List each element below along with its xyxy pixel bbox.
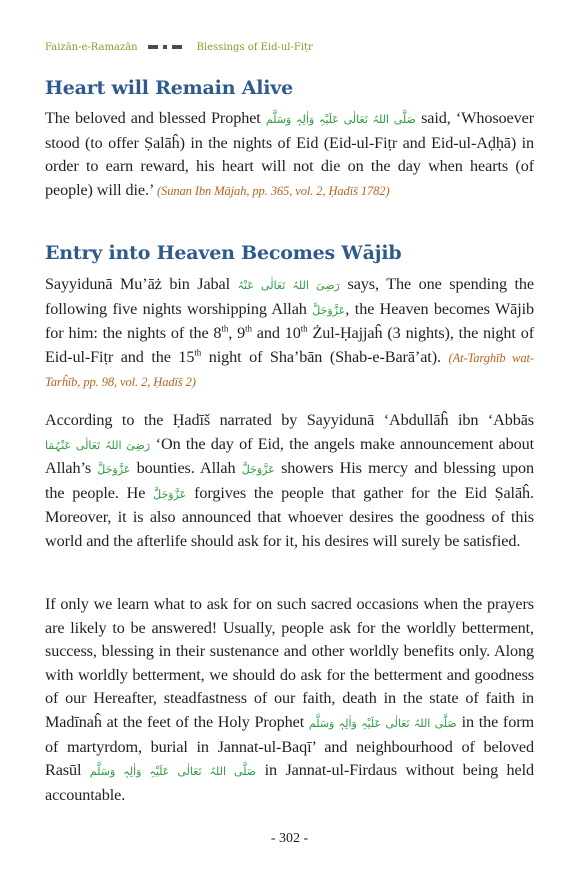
paragraph-what-to-ask: If only we learn what to ask for on such sacred occasions when the prayers are likely to be answered! Usually, people ask for the worldly betterment, success, blessing in their sustenance and other worldly benefits only. Along with worldly betterment, we should do ask for the betterment and goodness of our Hereafter, steadfastness of our faith, death in the state of faith in Madīnaĥ at the feet of the Holy Prophet صَلَّی اللہُ تَعَالٰی عَلَیْہِ وَاٰلِہٖ وَسَلَّم in the form of martyrdom, burial in Jannat-ul-Baqī’ and neighbourhood of beloved Rasūl صَلَّی اللہُ تَعَالٰی عَلَیْہِ وَاٰلِہٖ وَسَلَّم in Jannat-ul-Firdaus without being held accountable. <box>45 595 534 804</box>
hadith-reference: (Sunan Ibn Mājah, pp. 365, vol. 2, Ḥadīš 1782) <box>156 183 390 198</box>
arabic-honorific: عَزَّوَجَلَّ <box>312 303 346 317</box>
arabic-honorific: عَزَّوَجَلَّ <box>153 487 187 501</box>
section-heading-heart-alive: Heart will Remain Alive <box>45 77 294 99</box>
arabic-salutation: صَلَّی اللہُ تَعَالٰی عَلَیْہِ وَاٰلِہٖ وَسَلَّم <box>265 113 416 126</box>
arabic-salutation: صَلَّی اللہُ تَعَالٰی عَلَیْہِ وَاٰلِہٖ وَسَلَّم <box>308 716 457 730</box>
running-header <box>45 40 535 54</box>
hadith-reference: (At-Targhīb wat-Tarĥīb, pp. 98, vol. 2, Ḥadīš 2) <box>45 350 534 390</box>
header-chapter-title: Blessings of Eid-ul-Fiṭr <box>196 41 313 53</box>
header-separator <box>148 45 187 49</box>
arabic-honorific: رَضِیَ اللہُ تَعَالٰی عَنْہُ <box>237 279 340 292</box>
arabic-salutation: صَلَّی اللہُ تَعَالٰی عَلَیْہِ وَاٰلِہٖ وَسَلَّم <box>89 765 257 779</box>
paragraph-heart-alive: The beloved and blessed Prophet صَلَّی اللہُ تَعَالٰی عَلَیْہِ وَاٰلِہٖ وَسَلَّم said, ‘Whosoever stood (to offer Ṣalāĥ) in the nights of Eid (Eid-ul-Fiṭr and Eid-ul-Aḍḥā) in order to earn reward, his heart will not die on the day when hearts (of people) will die.’ (Sunan Ibn Mājah, pp. 365, vol. 2, Ḥadīš 1782) <box>45 109 534 199</box>
paragraph-five-nights: Sayyidunā Mu’āż bin Jabal رَضِیَ اللہُ تَعَالٰی عَنْہُ says, The one spending the following five nights worshipping Allah عَزَّوَجَلَّ, the Heaven becomes Wājib for him: the nights of the 8th, 9th and 10th Żul-Ḥajjaĥ (3 nights), the night of Eid-ul-Fiṭr and the 15th night of Sha’bān (Shab-e-Barā’at). (At-Targhīb wat-Tarĥīb, pp. 98, vol. 2, Ḥadīš 2) <box>45 275 534 390</box>
section-heading-entry-heaven: Entry into Heaven Becomes Wājib <box>45 242 402 264</box>
header-book-title: Faizān-e-Ramazān <box>45 41 138 53</box>
arabic-honorific: عَزَّوَجَلَّ <box>241 463 275 477</box>
paragraph-eid-angels: According to the Ḥadīš narrated by Sayyidunā ‘Abdullāĥ ibn ‘Abbās رَضِیَ اللہُ تَعَالٰی عَنْہُمَا ‘On the day of Eid, the angels make announcement about Allah’s عَزَّوَجَلَّ bounties. Allah عَزَّوَجَلَّ showers His mercy and blessing upon the people. He عَزَّوَجَلَّ forgives the people that gather for the Eid Ṣalāĥ. Moreover, it is also announced that whoever desires the goodness of this world and the afterlife should ask for it, his desires will surely be satisfied. <box>45 411 534 550</box>
page-number: - 302 - <box>270 831 309 846</box>
arabic-honorific: عَزَّوَجَلَّ <box>97 463 131 477</box>
arabic-honorific: رَضِیَ اللہُ تَعَالٰی عَنْہُمَا <box>45 438 151 452</box>
